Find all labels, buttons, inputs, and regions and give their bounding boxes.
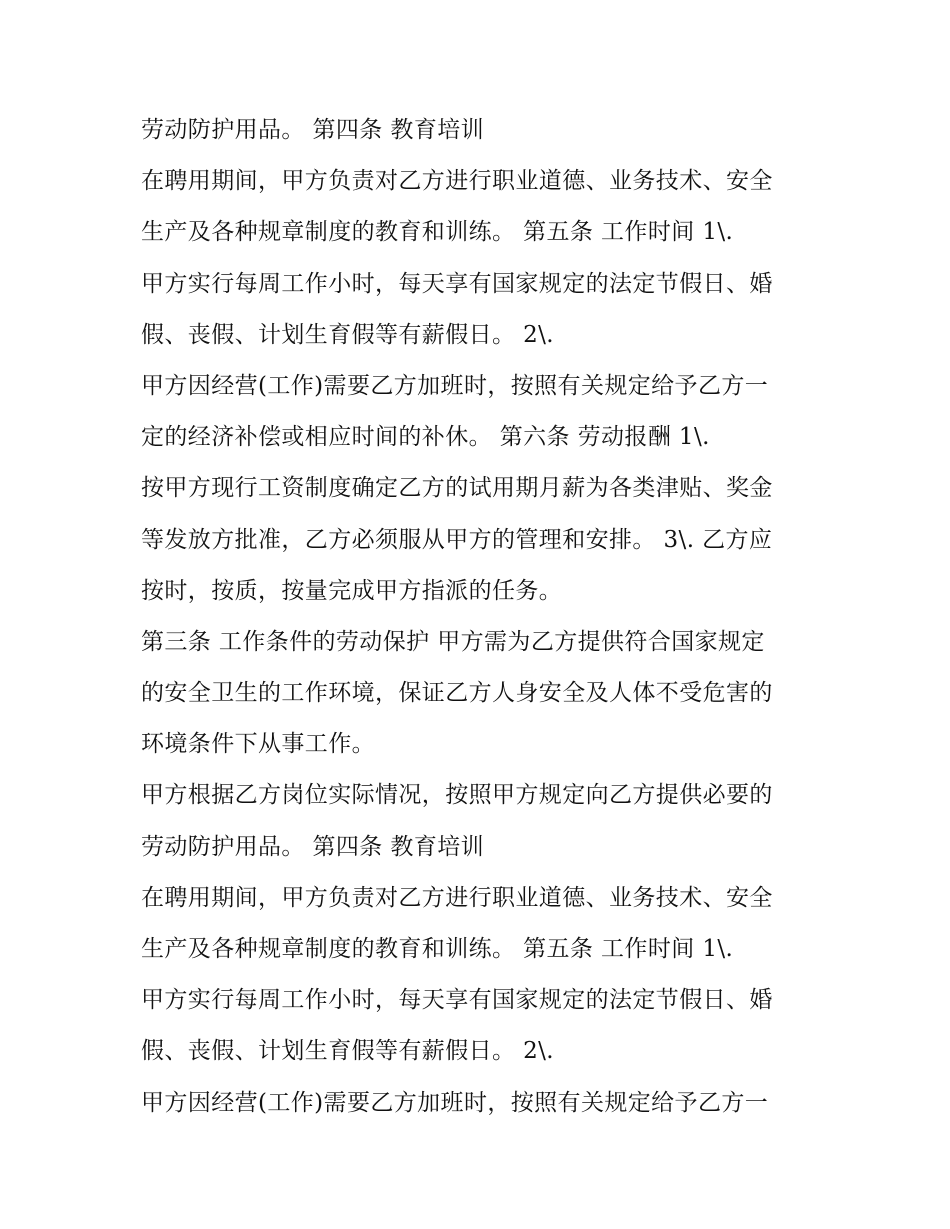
text-line: 甲方实行每周工作小时，每天享有国家规定的法定节假日、婚	[141, 987, 773, 1014]
text-line: 甲方根据乙方岗位实际情况，按照甲方规定向乙方提供必要的	[141, 782, 773, 809]
text-line: 的安全卫生的工作环境，保证乙方人身安全及人体不受危害的	[141, 680, 773, 707]
text-line: 生产及各种规章制度的教育和训练。 第五条 工作时间 1\.	[141, 936, 734, 962]
text-line: 甲方因经营(工作)需要乙方加班时，按照有关规定给予乙方一	[141, 372, 769, 399]
text-line: 劳动防护用品。 第四条 教育培训	[141, 833, 485, 860]
text-line: 生产及各种规章制度的教育和训练。 第五条 工作时间 1\.	[141, 219, 734, 246]
text-line: 定的经济补偿或相应时间的补休。 第六条 劳动报酬 1\.	[141, 424, 710, 451]
text-line: 按甲方现行工资制度确定乙方的试用期月薪为各类津贴、奖金	[141, 475, 773, 502]
text-line: 环境条件下从事工作。	[141, 731, 375, 758]
document-body	[141, 108, 821, 1132]
text-line: 劳动防护用品。 第四条 教育培训	[141, 117, 485, 143]
text-line: 在聘用期间，甲方负责对乙方进行职业道德、业务技术、安全	[141, 168, 773, 195]
text-line: 甲方因经营(工作)需要乙方加班时，按照有关规定给予乙方一	[141, 1089, 769, 1116]
text-line: 假、丧假、计划生育假等有薪假日。 2\.	[141, 321, 555, 348]
text-line: 按时，按质，按量完成甲方指派的任务。	[141, 577, 563, 604]
text-line: 等发放方批准，乙方必须服从甲方的管理和安排。 3\. 乙方应	[141, 526, 773, 553]
text-line: 假、丧假、计划生育假等有薪假日。 2\.	[141, 1038, 555, 1065]
text-line: 甲方实行每周工作小时，每天享有国家规定的法定节假日、婚	[141, 270, 773, 297]
text-line: 第三条 工作条件的劳动保护 甲方需为乙方提供符合国家规定	[141, 628, 765, 655]
text-line: 在聘用期间，甲方负责对乙方进行职业道德、业务技术、安全	[141, 884, 773, 911]
